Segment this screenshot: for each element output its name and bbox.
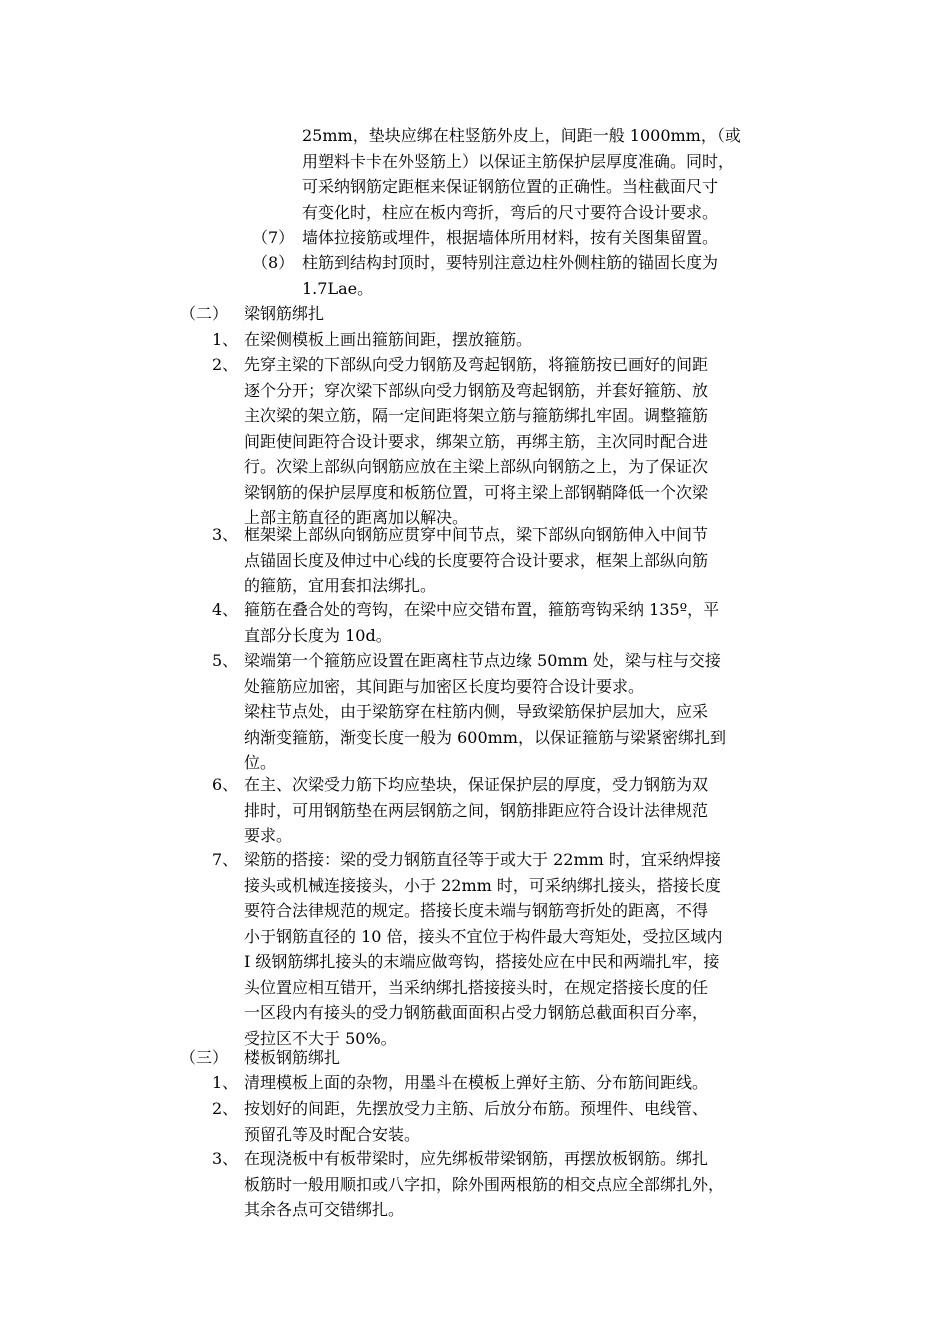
- s2-item-2-num: 2、: [212, 355, 239, 374]
- text-line: 先穿主梁的下部纵向受力钢筋及弯起钢筋，将箍筋按已画好的间距: [244, 355, 709, 374]
- text-line: 可采纳钢筋定距框来保证钢筋位置的正确性。当柱截面尺寸: [302, 177, 719, 196]
- text-line: 有变化时，柱应在板内弯折，弯后的尺寸要符合设计要求。: [302, 202, 719, 222]
- text-line: 上部主筋直径的距离加以解决。: [244, 508, 469, 527]
- s3-item-1-num: 1、: [212, 1073, 239, 1092]
- item-7-text: [302, 225, 718, 251]
- text-line: 小于钢筋直径的 10 倍，接头不宜位于构件最大弯矩处，受拉区域内: [244, 926, 723, 946]
- text-line: 要求。: [244, 826, 293, 845]
- text-line: 用塑料卡卡在外竖筋上）以保证主筋保护层厚度准确。同时，: [302, 151, 735, 171]
- text-line: 点锚固长度及伸过中心线的长度要符合设计要求，框架上部纵向筋: [244, 550, 709, 570]
- s2-item-6-text: [244, 772, 708, 849]
- text-line: 梁钢筋的保护层厚度和板筋位置，可将主梁上部钢鞘降低一个次梁: [244, 482, 709, 502]
- section-3-label: （三）: [180, 1048, 229, 1067]
- s2-item-2-text: [244, 352, 708, 531]
- text-line: 1.7Lae。: [302, 278, 374, 298]
- s2-item-3-num: 3、: [212, 525, 239, 544]
- text-line: 位。: [244, 753, 277, 772]
- text-line: 在主、次梁受力筋下均应垫块，保证保护层的厚度，受力钢筋为双: [244, 775, 709, 794]
- s2-item-7-num: 7、: [212, 850, 239, 869]
- text-line: 纳渐变箍筋，渐变长度一般为 600mm，以保证箍筋与梁紧密绑扎到: [244, 727, 726, 747]
- s2-item-4-num: 4、: [212, 600, 239, 619]
- text-line: 框架梁上部纵向钢筋应贯穿中间节点，梁下部纵向钢筋伸入中间节: [244, 525, 709, 544]
- text-line: 梁端第一个箍筋应设置在距离柱节点边缘 50mm 处，梁与柱与交接: [244, 651, 721, 670]
- text-line: 预留孔等及时配合安装。: [244, 1124, 421, 1144]
- s2-item-3-text: [244, 522, 708, 599]
- s2-item-4-text: [244, 597, 719, 648]
- item-8-label: （8）: [252, 253, 295, 272]
- text-line: 按划好的间距，先摆放受力主筋、后放分布筋。预埋件、电线管、: [244, 1099, 709, 1118]
- text-line: 板筋时一般用顺扣或八字扣，除外围两根筋的相交点应全部绑扎外，: [244, 1174, 725, 1194]
- text-line: 要符合法律规范的规定。搭接长度未端与钢筋弯折处的距离，不得: [244, 901, 709, 920]
- s2-item-1-text: [244, 327, 532, 353]
- s3-item-3-num: 3、: [212, 1149, 239, 1168]
- text-line: 行。次梁上部纵向钢筋应放在主梁上部纵向钢筋之上，为了保证次: [244, 457, 709, 476]
- s3-item-2-num: 2、: [212, 1099, 239, 1118]
- s2-item-5-text: [244, 648, 726, 776]
- s3-item-1-text: [244, 1070, 708, 1096]
- s3-item-2-text: [244, 1096, 708, 1147]
- section-2-label: （二）: [180, 304, 229, 323]
- s2-item-1-num: 1、: [212, 330, 239, 349]
- text-line: 25mm，垫块应绑在柱竖筋外皮上，间距一般 1000mm，（或: [302, 126, 741, 145]
- text-line: 受拉区不大于 50%。: [244, 1028, 397, 1048]
- text-line: 箍筋在叠合处的弯钩，在梁中应交错布置，箍筋弯钩采纳 135º，平: [244, 600, 720, 619]
- text-line: 间距使间距符合设计要求，绑架立筋，再绑主筋，主次同时配合进: [244, 431, 709, 451]
- continuation-paragraph: [302, 123, 741, 225]
- text-line: 其余各点可交错绑扎。: [244, 1200, 405, 1219]
- text-line: 逐个分开；穿次梁下部纵向受力钢筋及弯起钢筋，并套好箍筋、放: [244, 380, 709, 400]
- text-line: 清理模板上面的杂物，用墨斗在模板上弹好主筋、分布筋间距线。: [244, 1073, 709, 1092]
- text-line: 的箍筋，宜用套扣法绑扎。: [244, 576, 437, 595]
- text-line: 在现浇板中有板带梁时，应先绑板带梁钢筋，再摆放板钢筋。绑扎: [244, 1149, 709, 1168]
- text-line: 梁筋的搭接：梁的受力钢筋直径等于或大于 22mm 时，宜采纳焊接: [244, 850, 721, 869]
- text-line: 柱筋到结构封顶时，要特别注意边柱外侧柱筋的锚固长度为: [302, 253, 719, 272]
- text-line: 在梁侧模板上画出箍筋间距，摆放箍筋。: [244, 330, 533, 349]
- text-line: 排时，可用钢筋垫在两层钢筋之间，钢筋排距应符合设计法律规范: [244, 800, 709, 820]
- text-line: 墙体拉接筋或埋件，根据墙体所用材料，按有关图集留置。: [302, 228, 719, 247]
- s2-item-5-num: 5、: [212, 651, 239, 670]
- text-line: 主次梁的架立筋，隔一定间距将架立筋与箍筋绑扎牢固。调整箍筋: [244, 406, 709, 425]
- section-3-title: 楼板钢筋绑扎: [244, 1048, 341, 1067]
- item-8-text: [302, 250, 718, 301]
- text-line: 直部分长度为 10d。: [244, 625, 392, 645]
- text-line: 接头或机械连接接头，小于 22mm 时，可采纳绑扎接头，搭接长度: [244, 875, 721, 895]
- text-line: 一区段内有接头的受力钢筋截面面积占受力钢筋总截面积百分率，: [244, 1003, 709, 1022]
- text-line: I 级钢筋绑扎接头的末端应做弯钩，搭接处应在中民和两端扎牢，接: [244, 952, 720, 971]
- text-line: 头位置应相互错开，当采纳绑扎搭接接头时，在规定搭接长度的任: [244, 977, 709, 997]
- text-line: 梁柱节点处，由于梁筋穿在柱筋内侧，导致梁筋保护层加大，应采: [244, 702, 709, 721]
- text-line: 处箍筋应加密，其间距与加密区长度均要符合设计要求。: [244, 676, 645, 696]
- s2-item-6-num: 6、: [212, 775, 239, 794]
- s3-item-3-text: [244, 1146, 724, 1223]
- section-2-title: 梁钢筋绑扎: [244, 304, 325, 323]
- item-7-label: （7）: [252, 228, 295, 247]
- s2-item-7-text: [244, 847, 723, 1051]
